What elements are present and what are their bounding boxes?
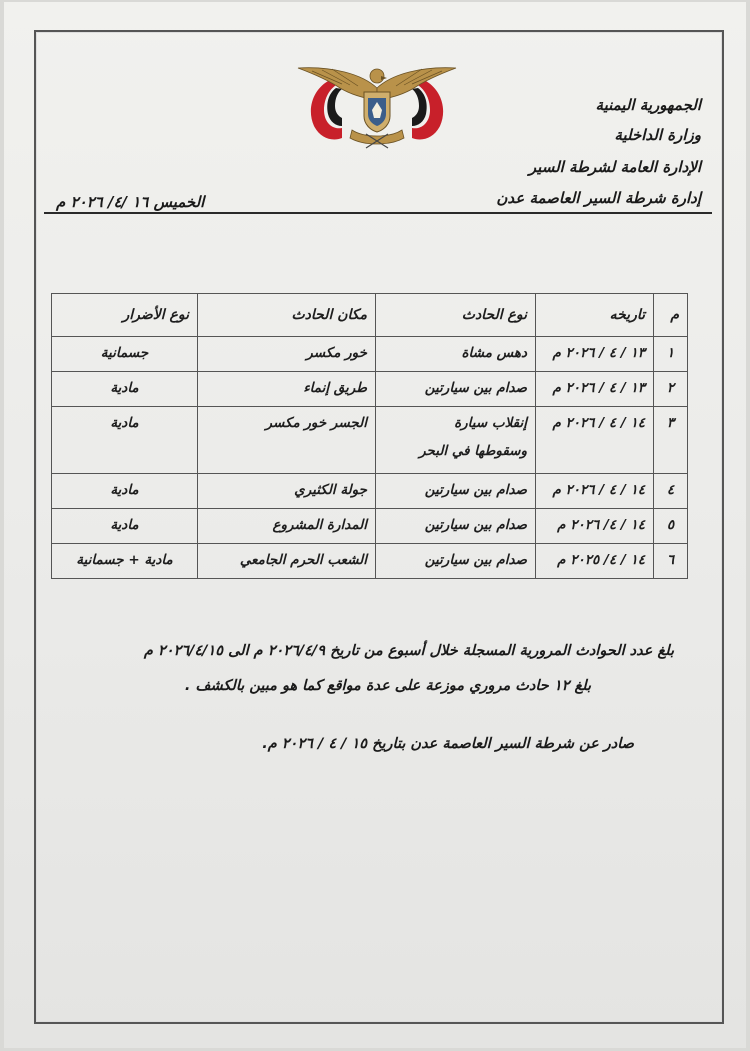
cell-num: ٥ [654,509,688,544]
cell-date: ١٤ / ٤ / ٢٠٢٦ م [536,407,654,474]
table-row [52,337,688,372]
cell-damage: جسمانية [52,337,198,372]
cell-damage: مادية [52,372,198,407]
cell-damage: مادية [52,509,198,544]
cell-type: صدام بين سيارتين [376,544,536,579]
table-row [52,544,688,579]
header-ministry: وزارة الداخلية [614,126,701,144]
col-header-date: تاريخه [536,294,654,337]
cell-type: صدام بين سيارتين [376,474,536,509]
header-department: إدارة شرطة السير العاصمة عدن [496,189,701,207]
cell-damage: مادية + جسمانية [52,544,198,579]
cell-date: ١٤ / ٤ / ٢٠٢٦ م [536,474,654,509]
cell-type: صدام بين سيارتين [376,372,536,407]
cell-date: ١٣ / ٤ / ٢٠٢٦ م [536,337,654,372]
col-header-type: نوع الحادث [376,294,536,337]
cell-place: جولة الكثيري [198,474,376,509]
cell-date: ١٤ / ٤/ ٢٠٢٦ م [536,509,654,544]
cell-num: ٣ [654,407,688,474]
cell-num: ٢ [654,372,688,407]
col-header-place: مكان الحادث [198,294,376,337]
cell-num: ٤ [654,474,688,509]
cell-damage: مادية [52,407,198,474]
incidents-table [51,293,688,579]
cell-damage: مادية [52,474,198,509]
col-header-num: م [654,294,688,337]
table-row [52,474,688,509]
cell-place: الجسر خور مكسر [198,407,376,474]
cell-type: دهس مشاة [376,337,536,372]
summary-paragraph-1: بلغ عدد الحوادث المرورية المسجلة خلال أسبوع من تاريخ ٢٠٢٦/٤/٩ م الى ٢٠٢٦/٤/١٥ م [143,643,674,659]
header-directorate: الإدارة العامة لشرطة السير [528,158,701,176]
table-row [52,509,688,544]
cell-place: المدارة المشروع [198,509,376,544]
header-divider [44,212,712,214]
cell-place: خور مكسر [198,337,376,372]
cell-num: ١ [654,337,688,372]
cell-type-line1: إنقلاب سيارة [454,415,527,431]
document-date: الخميس ١٦ /٤/ ٢٠٢٦ م [56,193,205,211]
col-header-damage: نوع الأضرار [52,294,198,337]
cell-num: ٦ [654,544,688,579]
cell-type: صدام بين سيارتين [376,509,536,544]
table-row [52,372,688,407]
yemen-eagle-emblem-icon [292,58,462,150]
paper-sheet [4,2,746,1048]
cell-place: الشعب الحرم الجامعي [198,544,376,579]
table-header-row [52,294,688,337]
cell-date: ١٤ / ٤/ ٢٠٢٥ م [536,544,654,579]
table-row [52,407,688,474]
cell-type-line2: وسقوطها في البحر [419,443,527,459]
issued-statement: صادر عن شرطة السير العاصمة عدن بتاريخ ١٥ / ٤ / ٢٠٢٦ م. [262,736,634,752]
cell-place: طريق إنماء [198,372,376,407]
header-republic: الجمهورية اليمنية [595,96,701,114]
summary-paragraph-2: بلغ ١٢ حادث مروري موزعة على عدة مواقع كما هو مبين بالكشف . [184,678,591,694]
cell-date: ١٣ / ٤ / ٢٠٢٦ م [536,372,654,407]
cell-type [376,407,536,474]
